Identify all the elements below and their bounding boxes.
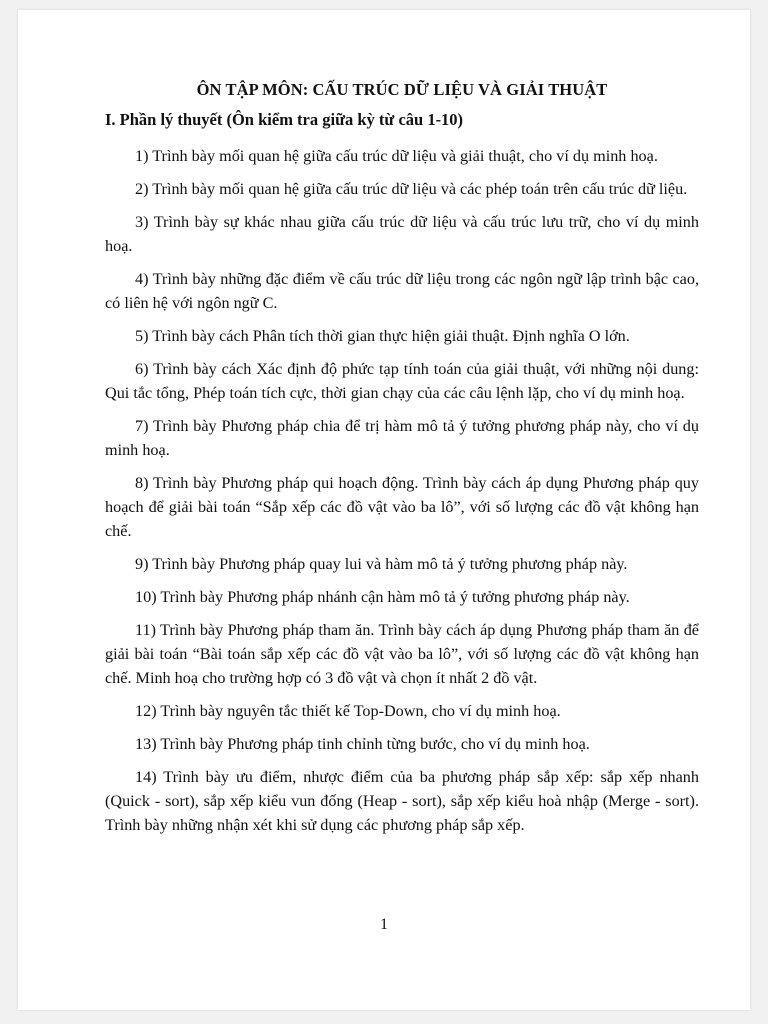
- page-content: [105, 80, 699, 846]
- document-page: [18, 10, 750, 1010]
- question-item: 12) Trình bày nguyên tắc thiết kế Top-Down, cho ví dụ minh hoạ.: [135, 702, 561, 720]
- question-item: 5) Trình bày cách Phân tích thời gian thực hiện giải thuật. Định nghĩa O lớn.: [135, 327, 630, 345]
- question-item: 2) Trình bày mối quan hệ giữa cấu trúc dữ liệu và các phép toán trên cấu trúc dữ liệu.: [135, 180, 688, 198]
- question-item: 1) Trình bày mối quan hệ giữa cấu trúc dữ liệu và giải thuật, cho ví dụ minh hoạ.: [135, 147, 658, 165]
- question-item: 14) Trình bày ưu điểm, nhược điểm của ba phương pháp sắp xếp: sắp xếp nhanh (Quick - sort), sắp xếp kiểu vun đống (Heap - sort), sắp xếp kiểu hoà nhập (Merge - sort). Trình bày những nhận xét khi sử dụng các phương pháp sắp xếp.: [105, 768, 699, 834]
- section-heading: I. Phần lý thuyết (Ôn kiểm tra giữa kỳ từ câu 1-10): [105, 110, 464, 129]
- question-item: 11) Trình bày Phương pháp tham ăn. Trình bày cách áp dụng Phương pháp tham ăn để giải bài toán “Bài toán sắp xếp các đồ vật vào ba lô”, với số lượng các đồ vật không hạn chế. Minh hoạ cho trường hợp có 3 đồ vật và chọn ít nhất 2 đồ vật.: [105, 621, 699, 687]
- question-item: 8) Trình bày Phương pháp qui hoạch động. Trình bày cách áp dụng Phương pháp quy hoạch để giải bài toán “Sắp xếp các đồ vật vào ba lô”, với số lượng các đồ vật không hạn chế.: [105, 474, 699, 540]
- question-item: 10) Trình bày Phương pháp nhánh cận hàm mô tả ý tưởng phương pháp này.: [135, 588, 630, 606]
- question-item: 9) Trình bày Phương pháp quay lui và hàm mô tả ý tưởng phương pháp này.: [135, 555, 628, 573]
- document-title: ÔN TẬP MÔN: CẤU TRÚC DỮ LIỆU VÀ GIẢI THUẬT: [196, 80, 608, 99]
- question-item: 13) Trình bày Phương pháp tinh chỉnh từng bước, cho ví dụ minh hoạ.: [135, 735, 590, 753]
- question-item: 6) Trình bày cách Xác định độ phức tạp tính toán của giải thuật, với những nội dung: Qui tắc tổng, Phép toán tích cực, thời gian chạy của các câu lệnh lặp, cho ví dụ minh hoạ.: [105, 360, 699, 402]
- question-item: 7) Trình bày Phương pháp chia để trị hàm mô tả ý tưởng phương pháp này, cho ví dụ minh hoạ.: [105, 417, 699, 459]
- page-number: 1: [380, 916, 388, 933]
- question-item: 4) Trình bày những đặc điểm về cấu trúc dữ liệu trong các ngôn ngữ lập trình bậc cao, có liên hệ với ngôn ngữ C.: [105, 270, 699, 312]
- question-item: 3) Trình bày sự khác nhau giữa cấu trúc dữ liệu và cấu trúc lưu trữ, cho ví dụ minh hoạ.: [105, 213, 699, 255]
